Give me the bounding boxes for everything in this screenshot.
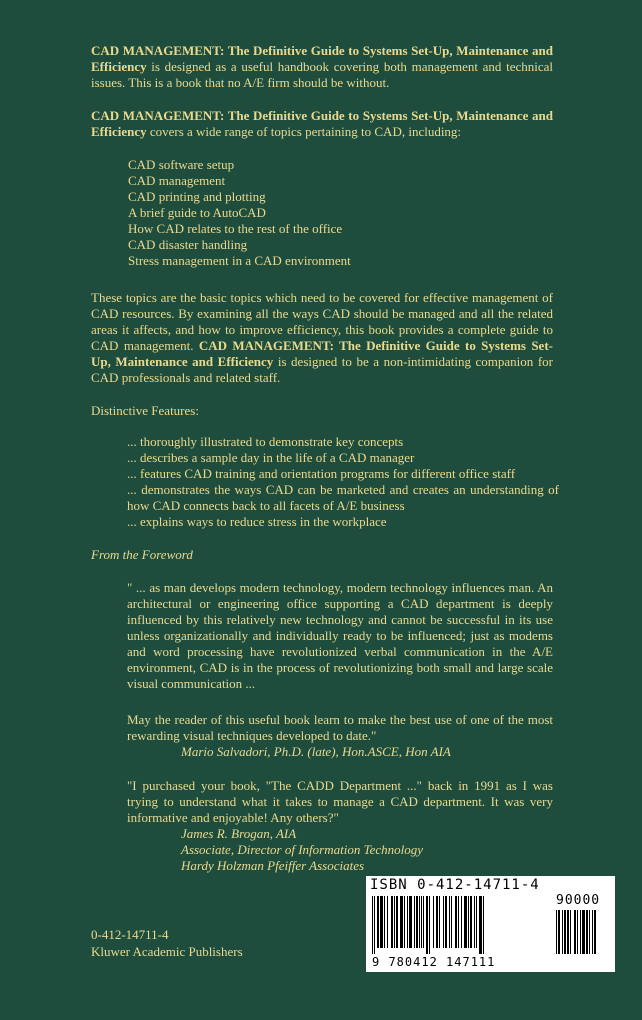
barcode-bar bbox=[468, 896, 469, 948]
barcode-bar bbox=[380, 896, 383, 948]
feature-item: ... demonstrates the ways CAD can be marketed and creates an understanding of how CAD connects back to all facets of A/E business bbox=[127, 482, 559, 513]
barcode-bar bbox=[580, 910, 581, 954]
barcode-bar bbox=[391, 896, 393, 948]
barcode-bar bbox=[570, 910, 571, 954]
topic-item: CAD disaster handling bbox=[128, 237, 248, 252]
testimonial-quote: "I purchased your book, "The CADD Department ..." back in 1991 as I was trying to understand what it takes to manage a CAD department. It was very informative and enjoyable! Any others?" bbox=[127, 778, 553, 825]
feature-item: ... thoroughly illustrated to demonstrate key concepts bbox=[127, 434, 404, 449]
barcode-bar bbox=[455, 896, 457, 948]
features-heading: Distinctive Features: bbox=[91, 403, 199, 418]
foreword-quote-1: " ... as man develops modern technology, modern technology influences man. An architectural or engineering office supporting a CAD department is deeply influenced by this relatively new technology and cannot be successful in its use unless organizationally and individually ready to be influenced; just as modems and word processing have revolutionized verbal communication in the A/E environment, CAD is in the process of revolutionizing both small and large scale visual communication ... bbox=[127, 580, 553, 691]
barcode-bar bbox=[439, 896, 440, 948]
testimonial-company: Hardy Holzman Pfeiffer Associates bbox=[181, 858, 365, 873]
topic-item: CAD management bbox=[128, 173, 226, 188]
summary-text-b: is designed to be a non-intimidating companion for CAD professionals and related staff. bbox=[91, 354, 553, 385]
isbn-barcode bbox=[366, 876, 615, 972]
barcode-bar bbox=[577, 910, 578, 954]
testimonial-name: James R. Brogan, AIA bbox=[181, 826, 297, 841]
barcode-bar bbox=[404, 896, 405, 948]
addon-barcode-icon bbox=[556, 910, 610, 962]
features-list bbox=[127, 434, 559, 530]
barcode-digits: 9 780412 147111 bbox=[372, 955, 496, 969]
barcode-bar bbox=[436, 896, 438, 948]
barcode-bar bbox=[423, 896, 424, 948]
topic-list bbox=[128, 157, 351, 269]
barcode-bar bbox=[400, 896, 403, 948]
barcode-bar bbox=[483, 896, 484, 954]
barcode-bar bbox=[407, 896, 408, 948]
barcode-bar bbox=[564, 910, 566, 954]
foreword-heading: From the Foreword bbox=[91, 547, 193, 562]
barcode-bar bbox=[443, 896, 444, 948]
foreword-quote-2: May the reader of this useful book learn to make the best use of one of the most rewarding visual techniques developed to date." bbox=[127, 712, 553, 743]
topic-item: A brief guide to AutoCAD bbox=[128, 205, 266, 220]
intro-text-1: is designed as a useful handbook covering both management and technical issues. This is a book that no A/E firm should be without. bbox=[91, 59, 553, 90]
barcode-bar bbox=[414, 896, 415, 948]
barcode-bar bbox=[394, 896, 395, 948]
feature-item: ... features CAD training and orientation programs for different office staff bbox=[127, 466, 516, 481]
barcode-bar bbox=[416, 896, 418, 948]
barcode-bar bbox=[384, 896, 385, 948]
publisher-name: Kluwer Academic Publishers bbox=[91, 944, 243, 959]
barcode-bar bbox=[562, 910, 563, 954]
intro-text-2: covers a wide range of topics pertaining to CAD, including: bbox=[146, 124, 462, 139]
barcode-bar bbox=[396, 896, 398, 948]
barcode-bar bbox=[429, 896, 430, 954]
barcode-bar bbox=[426, 896, 428, 954]
intro-paragraph-1 bbox=[91, 43, 553, 91]
barcode-bar bbox=[556, 910, 557, 954]
book-title-3: CAD MANAGEMENT: The Definitive Guide to Systems Set-Up, Maintenance and Efficiency bbox=[91, 338, 553, 369]
intro-paragraph-2 bbox=[91, 108, 553, 140]
summary-paragraph bbox=[91, 290, 553, 386]
barcode-bar bbox=[574, 910, 576, 954]
barcode-bar bbox=[589, 910, 590, 954]
barcode-bar bbox=[372, 896, 373, 954]
barcode-bar bbox=[558, 910, 560, 954]
barcode-bar bbox=[387, 896, 388, 948]
barcode-bar bbox=[470, 896, 472, 948]
barcode-bar bbox=[594, 910, 596, 954]
barcode-bar bbox=[445, 896, 447, 948]
ean-barcode-icon bbox=[372, 896, 544, 956]
barcode-bar bbox=[476, 896, 477, 948]
barcode-bar bbox=[377, 896, 379, 948]
feature-item: ... explains ways to reduce stress in the workplace bbox=[127, 514, 387, 529]
feature-item: ... describes a sample day in the life of a CAD manager bbox=[127, 450, 415, 465]
barcode-bar bbox=[474, 896, 475, 948]
barcode-bar bbox=[458, 896, 459, 948]
barcode-addon-digits: 90000 bbox=[556, 893, 601, 908]
barcode-bar bbox=[461, 896, 462, 948]
barcode-bar bbox=[592, 910, 593, 954]
topic-item: How CAD relates to the rest of the office bbox=[128, 221, 343, 236]
barcode-bar bbox=[433, 896, 434, 948]
barcode-bar bbox=[586, 910, 588, 954]
book-title-2: CAD MANAGEMENT: The Definitive Guide to Systems Set-Up, Maintenance and Efficiency bbox=[91, 108, 553, 139]
summary-text-a: These topics are the basic topics which need to be covered for effective management of CAD resources. By examining all the ways CAD should be managed and all the related areas it affects, and how to improve efficiency, this book provides a complete guide to CAD management. bbox=[91, 290, 553, 353]
testimonial-role: Associate, Director of Information Technology bbox=[181, 842, 424, 857]
barcode-bar bbox=[479, 896, 482, 954]
barcode-bar bbox=[419, 896, 420, 948]
foreword-attribution: Mario Salvadori, Ph.D. (late), Hon.ASCE, Hon AIA bbox=[181, 744, 451, 759]
barcode-bar bbox=[409, 896, 412, 948]
topic-item: Stress management in a CAD environment bbox=[128, 253, 351, 268]
barcode-bar bbox=[464, 896, 467, 948]
book-title-1: CAD MANAGEMENT: The Definitive Guide to Systems Set-Up, Maintenance and Efficiency bbox=[91, 43, 553, 74]
barcode-bar bbox=[567, 910, 569, 954]
barcode-isbn-label: ISBN 0-412-14711-4 bbox=[370, 877, 540, 893]
publisher-isbn: 0-412-14711-4 bbox=[91, 927, 169, 942]
barcode-bar bbox=[451, 896, 452, 948]
barcode-bar bbox=[582, 910, 585, 954]
topic-item: CAD printing and plotting bbox=[128, 189, 266, 204]
barcode-bar bbox=[449, 896, 450, 948]
barcode-bar bbox=[374, 896, 375, 954]
topic-item: CAD software setup bbox=[128, 157, 235, 172]
barcode-bar bbox=[421, 896, 422, 948]
